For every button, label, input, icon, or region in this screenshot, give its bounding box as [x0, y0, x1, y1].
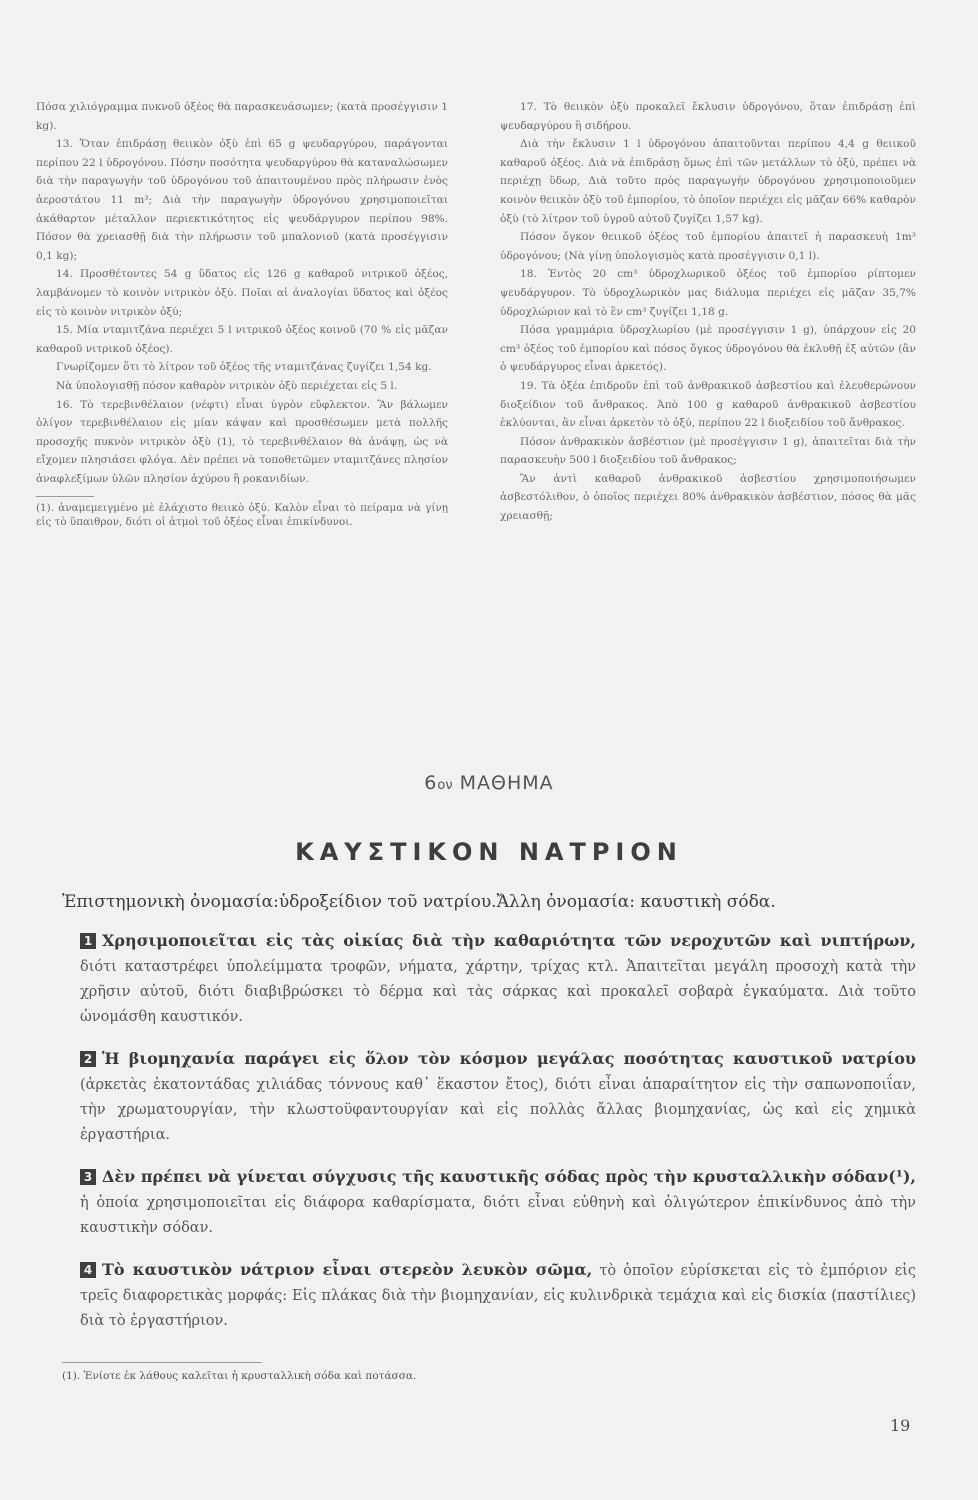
- left-footnote: (1). ἀναμεμειγμένο μὲ ἐλάχιστο θειικὸ ὀξύ. Καλὸν εἶναι τὸ πείραμα νὰ γίνῃ εἰς τὸ ὕπαιθρον, διότι οἱ ἀτμοὶ τοῦ ὀξέος εἶναι ἐπικίνδυνοι.: [36, 502, 448, 529]
- right-paragraph: Πόσον ὄγκον θειικοῦ ὀξέος τοῦ ἐμπορίου ἀπαιτεῖ ἡ παρασκευὴ 1m³ ὑδρογόνου; (Νὰ γίνῃ ὑπολογισμὸς κατὰ προσέγγισιν 0,1 l).: [500, 231, 916, 262]
- section-text: τὸ ὁποῖον εὑρίσκεται εἰς τὸ ἐμπόριον εἰς τρεῖς διαφορετικὰς μορφάς: Εἰς πλάκας διὰ τὴν βιομηχανίαν, εἰς κυλινδρικὰ τεμάχια καὶ εἰς δισκία (παστίλιες) διὰ τὸ ἐργαστήριον.: [80, 1263, 916, 1329]
- bottom-footnote-divider: [62, 1362, 262, 1363]
- left-paragraph: 14. Προσθέτοντες 54 g ὕδατος εἰς 126 g καθαροῦ νιτρικοῦ ὀξέος, λαμβάνομεν τὸ κοινὸν νιτρικὸν ὀξύ. Ποῖαι αἱ ἀναλογίαι ὕδατος καὶ ὀξέος εἰς τὸ κοινὸν νιτρικὸν ὀξύ;: [36, 268, 448, 318]
- section-text: (ἀρκετὰς ἑκατοντάδας χιλιάδας τόννους καθ᾽ ἕκαστον ἔτος), διότι εἶναι ἀπαραίτητον εἰς τὴν σαπωνοποιΐαν, τὴν χρωματουργίαν, τὴν κλωστοϋφαντουργίαν καὶ εἰς πολλὰς ἄλλας βιομηχανίας, ὡς καὶ εἰς χημικὰ ἐργαστήρια.: [80, 1077, 916, 1143]
- section-2: [80, 1046, 916, 1148]
- names-line: Ἐπιστημονικὴ ὀνομασία:ὑδροξείδιον τοῦ νατρίου.Ἄλλη ὀνομασία: καυστικὴ σόδα.: [62, 892, 776, 912]
- left-paragraph: 16. Τὸ τερεβινθέλαιον (νέφτι) εἶναι ὑγρὸν εὔφλεκτον. Ἂν βάλωμεν ὀλίγον τερεβινθέλαιον εἰς μίαν κάψαν καὶ προσθέσωμεν μετὰ πολλῆς προσοχῆς πυκνὸν νιτρικὸν ὀξὺ (1), τὸ τερεβινθέλαιον θὰ ἀνάψῃ, ὡς νὰ εἴχομεν πλησιάσει φλόγα. Δὲν πρέπει νὰ τοποθετῶμεν νταμιτζάνες πλησίον ἀναφλεξίμων ὑλῶν πλησίον ἀχύρου ἢ ροκανιδίων.: [36, 398, 448, 485]
- right-paragraph: Διὰ τὴν ἔκλυσιν 1 l ὑδρογόνου ἀπαιτοῦνται περίπου 4,4 g θειικοῦ καθαροῦ ὀξέος. Διὰ νὰ ἐπιδράσῃ ὅμως ἐπὶ τῶν μετάλλων τὸ ὀξύ, πρέπει νὰ περιέχῃ ὕδωρ, Διὰ τοῦτο πρὸς παραγωγὴν ὑδρογόνου χρησιμοποιοῦμεν κοινὸν θειικὸν ὀξὺ τοῦ ἐμπορίου, τὸ ὁποῖον περιέχει εἰς μᾶζαν 66% καθαρὸν ὀξὺ (τὸ λίτρον τοῦ ὑγροῦ αὐτοῦ ζυγίζει 1,57 kg).: [500, 138, 916, 225]
- left-paragraph: Πόσα χιλιόγραμμα πυκνοῦ ὀξέος θὰ παρασκευάσωμεν; (κατὰ προσέγγισιν 1 kg).: [36, 101, 448, 132]
- right-paragraph: 18. Ἐντὸς 20 cm³ ὑδροχλωρικοῦ ὀξέος τοῦ ἐμπορίου ρίπτομεν ψευδάργυρον. Τὸ ὑδροχλωρικὸν μας διάλυμα περιέχει εἰς μᾶζαν 35,7% ὑδροχλώριον καὶ τὸ ἓν cm³ ζυγίζει 1,18 g.: [500, 268, 916, 318]
- left-paragraph: Γνωρίζομεν ὅτι τὸ λίτρον τοῦ ὀξέος τῆς νταμιτζάνας ζυγίζει 1,54 kg.: [56, 361, 432, 374]
- section-heading: Δὲν πρέπει νὰ γίνεται σύγχυσις τῆς καυστικῆς σόδας πρὸς τὴν κρυσταλλικὴν σόδαν(¹),: [102, 1167, 916, 1186]
- section-text: ἡ ὁποία χρησιμοποιεῖται εἰς διάφορα καθαρίσματα, διότι εἶναι εὐθηνὴ καὶ ὀλιγώτερον ἐπικίνδυνος ἀπὸ τὴν καυστικὴν σόδαν.: [80, 1195, 916, 1236]
- footnote-divider: [36, 496, 94, 497]
- chapter-title: ΚΑΥΣΤΙΚΟΝ ΝΑΤΡΙΟΝ: [295, 838, 683, 866]
- right-paragraph: Ἂν ἀντὶ καθαροῦ ἀνθρακικοῦ ἀσβεστίου χρησιμοποιήσωμεν ἀσβεστόλιθον, ὁ ὁποῖος περιέχει 80% ἀνθρακικὸν ἀσβέστιον, πόσος θὰ μᾶς χρειασθῇ;: [500, 472, 916, 523]
- lesson-number: 6: [424, 772, 438, 794]
- page-number: 19: [890, 1416, 911, 1435]
- lesson-heading: [0, 772, 978, 794]
- left-paragraph: 13. Ὅταν ἐπιδράσῃ θειικὸν ὀξὺ ἐπὶ 65 g ψευδαργύρου, παράγονται περίπου 22 l ὑδρογόνου. Πόσην ποσότητα ψευδαργύρου θὰ καταναλώσωμεν διὰ τὴν παραγωγὴν τοῦ ὑδρογόνου τοῦ ἀπαιτουμένου πρὸς πλήρωσιν ἑνὸς ἀεροστάτου 11 m³; Διὰ τὴν παραγωγὴν ὑδρογόνου χρησιμοποιεῖται ἀκάθαρτον μέταλλον περιεκτικότητος εἰς ψευδάργυρον περίπου 98%. Πόσον θὰ χρειασθῇ διὰ τὴν πλήρωσιν τοῦ μπαλονιοῦ (κατὰ προσέγγισιν 0,1 kg);: [36, 138, 448, 262]
- left-paragraph: 15. Μία νταμιτζάνα περιέχει 5 l νιτρικοῦ ὀξέος κοινοῦ (70 % εἰς μᾶζαν καθαροῦ νιτρικοῦ ὀξέος).: [36, 324, 448, 355]
- section-number-badge: 2: [80, 1051, 96, 1067]
- right-paragraph: 17. Τὸ θειικὸν ὀξὺ προκαλεῖ ἔκλυσιν ὑδρογόνου, ὅταν ἐπιδράσῃ ἐπὶ ψευδαργύρου ἢ σιδήρου.: [500, 101, 916, 132]
- left-paragraph: Νὰ ὑπολογισθῇ πόσον καθαρὸν νιτρικὸν ὀξὺ περιέχεται εἰς 5 l.: [56, 379, 398, 392]
- right-paragraph: Πόσον ἀνθρακικὸν ἀσβέστιον (μὲ προσέγγισιν 1 g), ἀπαιτεῖται διὰ τὴν παρασκευὴν 500 l διοξειδίου τοῦ ἄνθρακος;: [500, 435, 916, 467]
- bottom-footnote: (1). Ἐνίοτε ἐκ λάθους καλεῖται ἡ κρυσταλλικὴ σόδα καὶ ποτάσσα.: [62, 1370, 417, 1382]
- section-number-badge: 3: [80, 1169, 96, 1185]
- section-heading: Χρησιμοποιεῖται εἰς τὰς οἰκίας διὰ τὴν καθαριότητα τῶν νεροχυτῶν καὶ νιπτήρων,: [102, 931, 916, 950]
- section-number-badge: 1: [80, 933, 96, 949]
- right-paragraph: Πόσα γραμμάρια ὑδροχλωρίου (μὲ προσέγγισιν 1 g), ὑπάρχουν εἰς 20 cm³ ὀξέος τοῦ ἐμπορίου καὶ πόσος ὄγκος ὑδρογόνου θὰ ἐκλυθῇ ἐξ αὐτῶν (ἂν ὁ ψευδάργυρος εἶναι ἀρκετός).: [500, 324, 916, 374]
- left-column: [36, 98, 448, 529]
- right-column: [500, 98, 916, 526]
- section-4: [80, 1257, 916, 1334]
- section-3: [80, 1164, 916, 1241]
- right-paragraph: 19. Τὰ ὀξέα ἐπιδροῦν ἐπὶ τοῦ ἀνθρακικοῦ ἀσβεστίου καὶ ἐλευθερώνουν διοξείδιον τοῦ ἄνθρακος. Ἀπὸ 100 g καθαροῦ ἀνθρακικοῦ ἀσβεστίου ἐκλύονται, ἂν εἶναι ἀρκετὸν τὸ ὀξύ, περίπου 22 l διοξειδίου τοῦ ἄνθρακος.: [500, 379, 916, 430]
- section-1: [80, 928, 916, 1030]
- section-text: διότι καταστρέφει ὑπολείμματα τροφῶν, νήματα, χάρτην, τρίχας κτλ. Ἀπαιτεῖται μεγάλη προσοχὴ κατὰ τὴν χρῆσιν αὐτοῦ, διότι διαβιβρώσκει τὸ δέρμα καὶ τὰς σάρκας καὶ προκαλεῖ σοβαρὰ ἐγκαύματα. Διὰ τοῦτο ὠνομάσθη καυστικόν.: [80, 959, 916, 1025]
- lesson-suffix: ον: [437, 778, 453, 793]
- lesson-word: ΜΑΘΗΜΑ: [459, 772, 554, 794]
- section-number-badge: 4: [80, 1262, 96, 1278]
- main-body: [80, 928, 916, 1350]
- section-heading: Ἡ βιομηχανία παράγει εἰς ὅλον τὸν κόσμον μεγάλας ποσότητας καυστικοῦ νατρίου: [102, 1049, 916, 1068]
- section-heading: Τὸ καυστικὸν νάτριον εἶναι στερεὸν λευκὸν σῶμα,: [102, 1260, 593, 1279]
